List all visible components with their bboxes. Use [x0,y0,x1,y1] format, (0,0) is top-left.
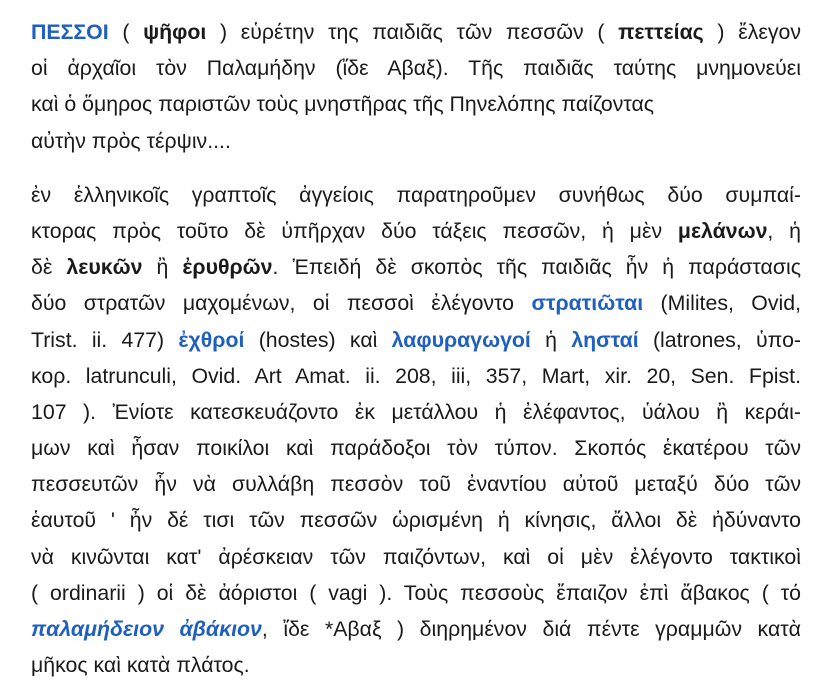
bold-term: ἐρυθρῶν [182,255,273,280]
text-line: νὰ κινῶνται κατ' ἀρέσκειαν τῶν παιζόντων, καὶ οἱ μὲν ἐλέγοντο τακτικοὶ [31,544,801,569]
text-line: ἐν ἑλληνικοῖς γραπτοῖς ἀγγείοις παρατηροῦμεν συνήθως δύο συμπαί- [31,182,801,207]
text-run: δύο στρατῶν μαχομένων, οἱ πεσσοὶ ἐλέγοντο [31,291,532,316]
paragraph-gap [31,159,801,177]
text-run: (hostes) καὶ [244,327,392,352]
text-line: κορ. latrunculi, Ovid. Art Amat. ii. 208, iii, 357, Mart, xir. 20, Sen. Fpist. [31,363,801,388]
blue-term: λαφυραγωγοί [391,327,531,352]
paragraph-intro [31,14,801,159]
text-line: ( ordinarii ) οἱ δὲ ἀόριστοι ( vagi ). Τοὺς πεσσοὺς ἔπαιζον ἐπὶ ἄβακος ( τό [31,580,801,605]
text-line [31,249,801,285]
paragraph-main [31,177,801,684]
text-run: ἢ [142,255,183,280]
text-line: 107 ). Ἐνίοτε κατεσκευάζοντο ἐκ μετάλλου ἡ ἐλέφαντος, ὑάλου ἢ κεράι- [31,399,801,424]
text-run: . Ἐπειδή δὲ σκοπὸς τῆς παιδιᾶς ἦν ἡ παράστασις [272,255,801,280]
text-run: Trist. ii. 477) [31,327,179,352]
italic-blue-term: παλαμήδειον ἀβάκιον [31,617,262,641]
text-run: (latrones, ὑπο- [638,327,801,352]
bold-term: μελάνων [677,218,768,243]
entry-headword: ΠΕΣΣΟΙ [31,20,109,44]
text-line [31,14,801,50]
blue-term: ἐχθροί [178,327,245,352]
text-run: ἡ [530,327,572,352]
document-body [31,14,801,683]
text-run: , ἡ [767,218,802,243]
text-line: μῆκος καὶ κατὰ πλάτος. [31,653,250,678]
text-line: καὶ ὁ ὅμηρος παριστῶν τοὺς μνηστῆρας τῆς Πηνελόπης παίζοντας [31,92,655,117]
text-line: πεσσευτῶν ἦν νὰ συλλάβη πεσσὸν τοῦ ἐναντίου αὐτοῦ μεταξύ δύο τῶν [31,472,801,497]
text-line: μων καὶ ἦσαν ποικίλοι καὶ παράδοξοι τὸν τύπον. Σκοπός ἑκατέρου τῶν [31,436,801,461]
bold-term: πεττείας [618,20,704,44]
text-run: ) εὑρέτην της παιδιᾶς τῶν πεσσῶν ( [206,20,619,44]
blue-term: λησταί [571,327,639,352]
blue-term: στρατιῶται [531,291,644,316]
text-line [31,213,801,249]
text-run: ) ἔλεγον [703,20,801,44]
text-run: κτορας πρὸς τοῦτο δὲ ὑπῆρχαν δύο τάξεις πεσσῶν, ἡ μὲν [31,218,678,243]
text-run: δὲ [31,255,67,280]
text-run: , ἴδε *Αβαξ ) διηρημένον διά πέντε γραμμῶν κατὰ [261,617,801,641]
text-line: οἱ ἀρχαῖοι τὸν Παλαμήδην (ἴδε Αβαξ). Τῆς παιδιᾶς ταύτης μνημονεύει [31,56,801,81]
text-line [31,285,801,321]
bold-term: λευκῶν [66,255,143,280]
text-run: (Milites, Ovid, [643,291,801,316]
text-line [31,322,801,358]
text-line [31,611,801,647]
text-line: αὐτὴν πρὸς τέρψιν.... [31,128,231,153]
text-run: ( [108,20,144,44]
bold-term: ψῆφοι [143,20,207,44]
text-line: ἑαυτοῦ ' ἦν δέ τισι τῶν πεσσῶν ὡρισμένη ἡ κίνησις, ἄλλοι δὲ ἠδύναντο [31,508,801,533]
